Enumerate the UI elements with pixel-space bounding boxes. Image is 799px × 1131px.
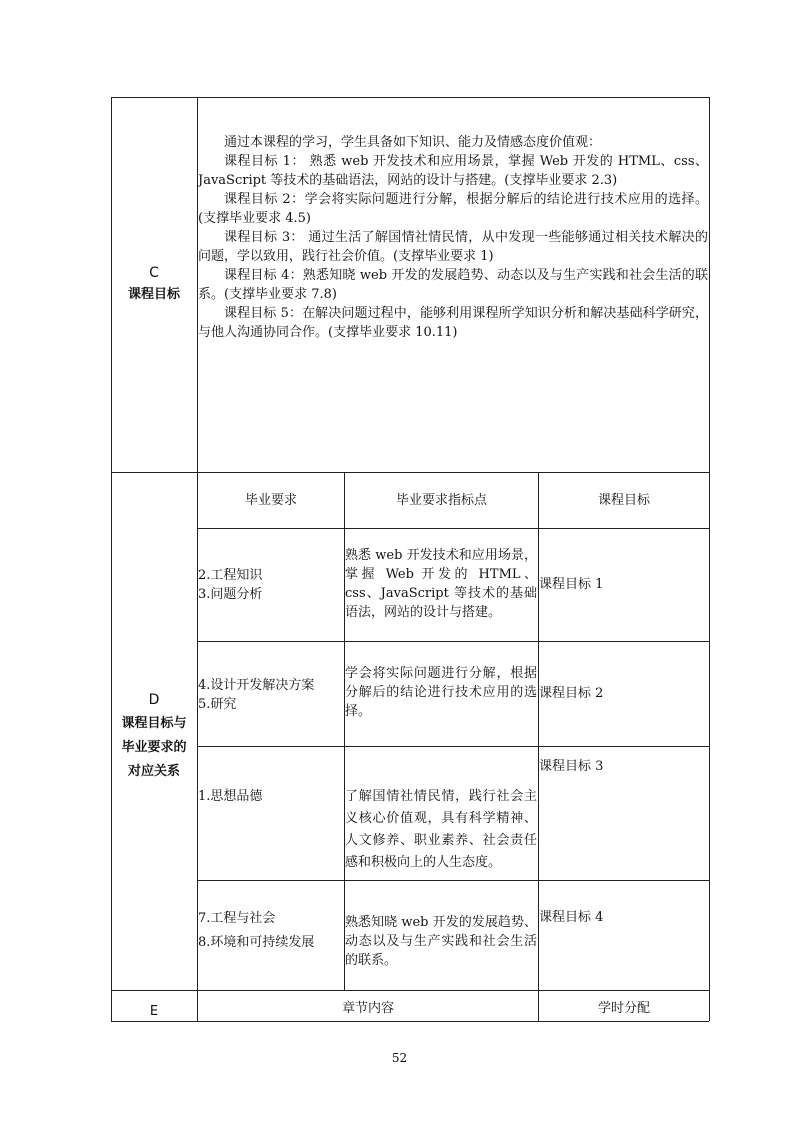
table-border-left	[111, 97, 112, 1021]
section-d-name-line-3: 对应关系	[127, 764, 180, 779]
row-1-requirement-2: 3.问题分析	[198, 587, 263, 602]
section-d-letter: D	[148, 692, 160, 708]
course-goals-intro: 通过本课程的学习，学生具备如下知识、能力及情感态度价值观：	[224, 135, 602, 150]
row-1-indicator: 熟悉 web 开发技术和应用场景，掌握 Web 开发的 HTML、css、JavaScript 等技术的基础语法，网站的设计与搭建。	[345, 548, 537, 620]
row-1-requirements	[198, 566, 344, 604]
row-4-requirement-1: 7.工程与社会	[198, 911, 276, 926]
table-col-divider-2	[538, 472, 539, 1021]
table-border-top	[111, 97, 709, 98]
section-d-name-line-1: 课程目标与	[121, 716, 187, 731]
section-c-name: 课程目标	[127, 287, 180, 302]
row-2-indicator: 学会将实际问题进行分解，根据分解后的结论进行技术应用的选择。	[345, 666, 537, 719]
table-divider-c-d	[111, 472, 709, 473]
course-goal-2: 课程目标 2：学会将实际问题进行分解，根据分解后的结论进行技术应用的选择。(支撑毕业要求 4.5)	[198, 192, 708, 226]
course-goal-1: 课程目标 1： 熟悉 web 开发技术和应用场景，掌握 Web 开发的 HTML、css、JavaScript 等技术的基础语法，网站的设计与搭建。(支撑毕业要求 2.3)	[198, 154, 708, 188]
row-3-indicator: 了解国情社情民情，践行社会主义核心价值观，具有科学精神、人文修养、职业素养、社会责任感和积极向上的人生态度。	[345, 789, 537, 870]
course-goals-text	[198, 133, 708, 342]
table-divider-d-row2	[197, 746, 709, 747]
page-number: 52	[391, 1051, 408, 1065]
course-goal-3: 课程目标 3： 通过生活了解国情社情民情，从中发现一些能够通过相关技术解决的问题，学以致用，践行社会价值。(支撑毕业要求 1)	[198, 230, 708, 264]
table-divider-d-e	[111, 990, 709, 991]
course-goal-5: 课程目标 5：在解决问题过程中，能够利用课程所学知识分析和解决基础科学研究，与他人沟通协同合作。(支撑毕业要求 10.11)	[198, 306, 708, 340]
row-1-requirement-1: 2.工程知识	[198, 568, 263, 583]
section-d-name-line-2: 毕业要求的	[121, 740, 187, 755]
row-2-requirement-2: 5.研究	[198, 697, 237, 712]
course-goal-4: 课程目标 4：熟悉知晓 web 开发的发展趋势、动态以及与生产实践和社会生活的联系。(支撑毕业要求 7.8)	[198, 268, 708, 302]
row-2-goal: 课程目标 2	[539, 686, 604, 701]
table-divider-d-row3	[197, 880, 709, 881]
row-4-requirements	[198, 907, 344, 955]
header-requirement-indicator: 毕业要求指标点	[395, 493, 487, 508]
header-hours-allocation: 学时分配	[597, 1001, 650, 1016]
row-1-goal: 课程目标 1	[539, 577, 604, 592]
table-border-bottom	[111, 1021, 709, 1022]
row-3-requirement-1: 1.思想品德	[198, 789, 263, 804]
section-e-letter: E	[149, 1004, 159, 1019]
row-4-requirement-2: 8.环境和可持续发展	[198, 935, 315, 950]
row-4-goal: 课程目标 4	[539, 910, 604, 925]
header-graduation-requirement: 毕业要求	[244, 493, 297, 508]
row-3-goal: 课程目标 3	[539, 759, 604, 774]
section-c-label	[111, 262, 197, 306]
table-divider-d-header	[197, 528, 709, 529]
table-border-right	[709, 97, 710, 1021]
row-4-indicator: 熟悉知晓 web 开发的发展趋势、动态以及与生产实践和社会生活的联系。	[345, 915, 537, 968]
row-2-requirement-1: 4.设计开发解决方案	[198, 678, 315, 693]
header-course-goal: 课程目标	[597, 493, 650, 508]
row-2-requirements	[198, 676, 344, 714]
header-chapter-content: 章节内容	[341, 1001, 394, 1016]
table-divider-d-row1	[197, 641, 709, 642]
section-d-label	[111, 688, 197, 784]
section-c-letter: C	[149, 265, 159, 281]
row-3-requirements	[198, 787, 344, 806]
